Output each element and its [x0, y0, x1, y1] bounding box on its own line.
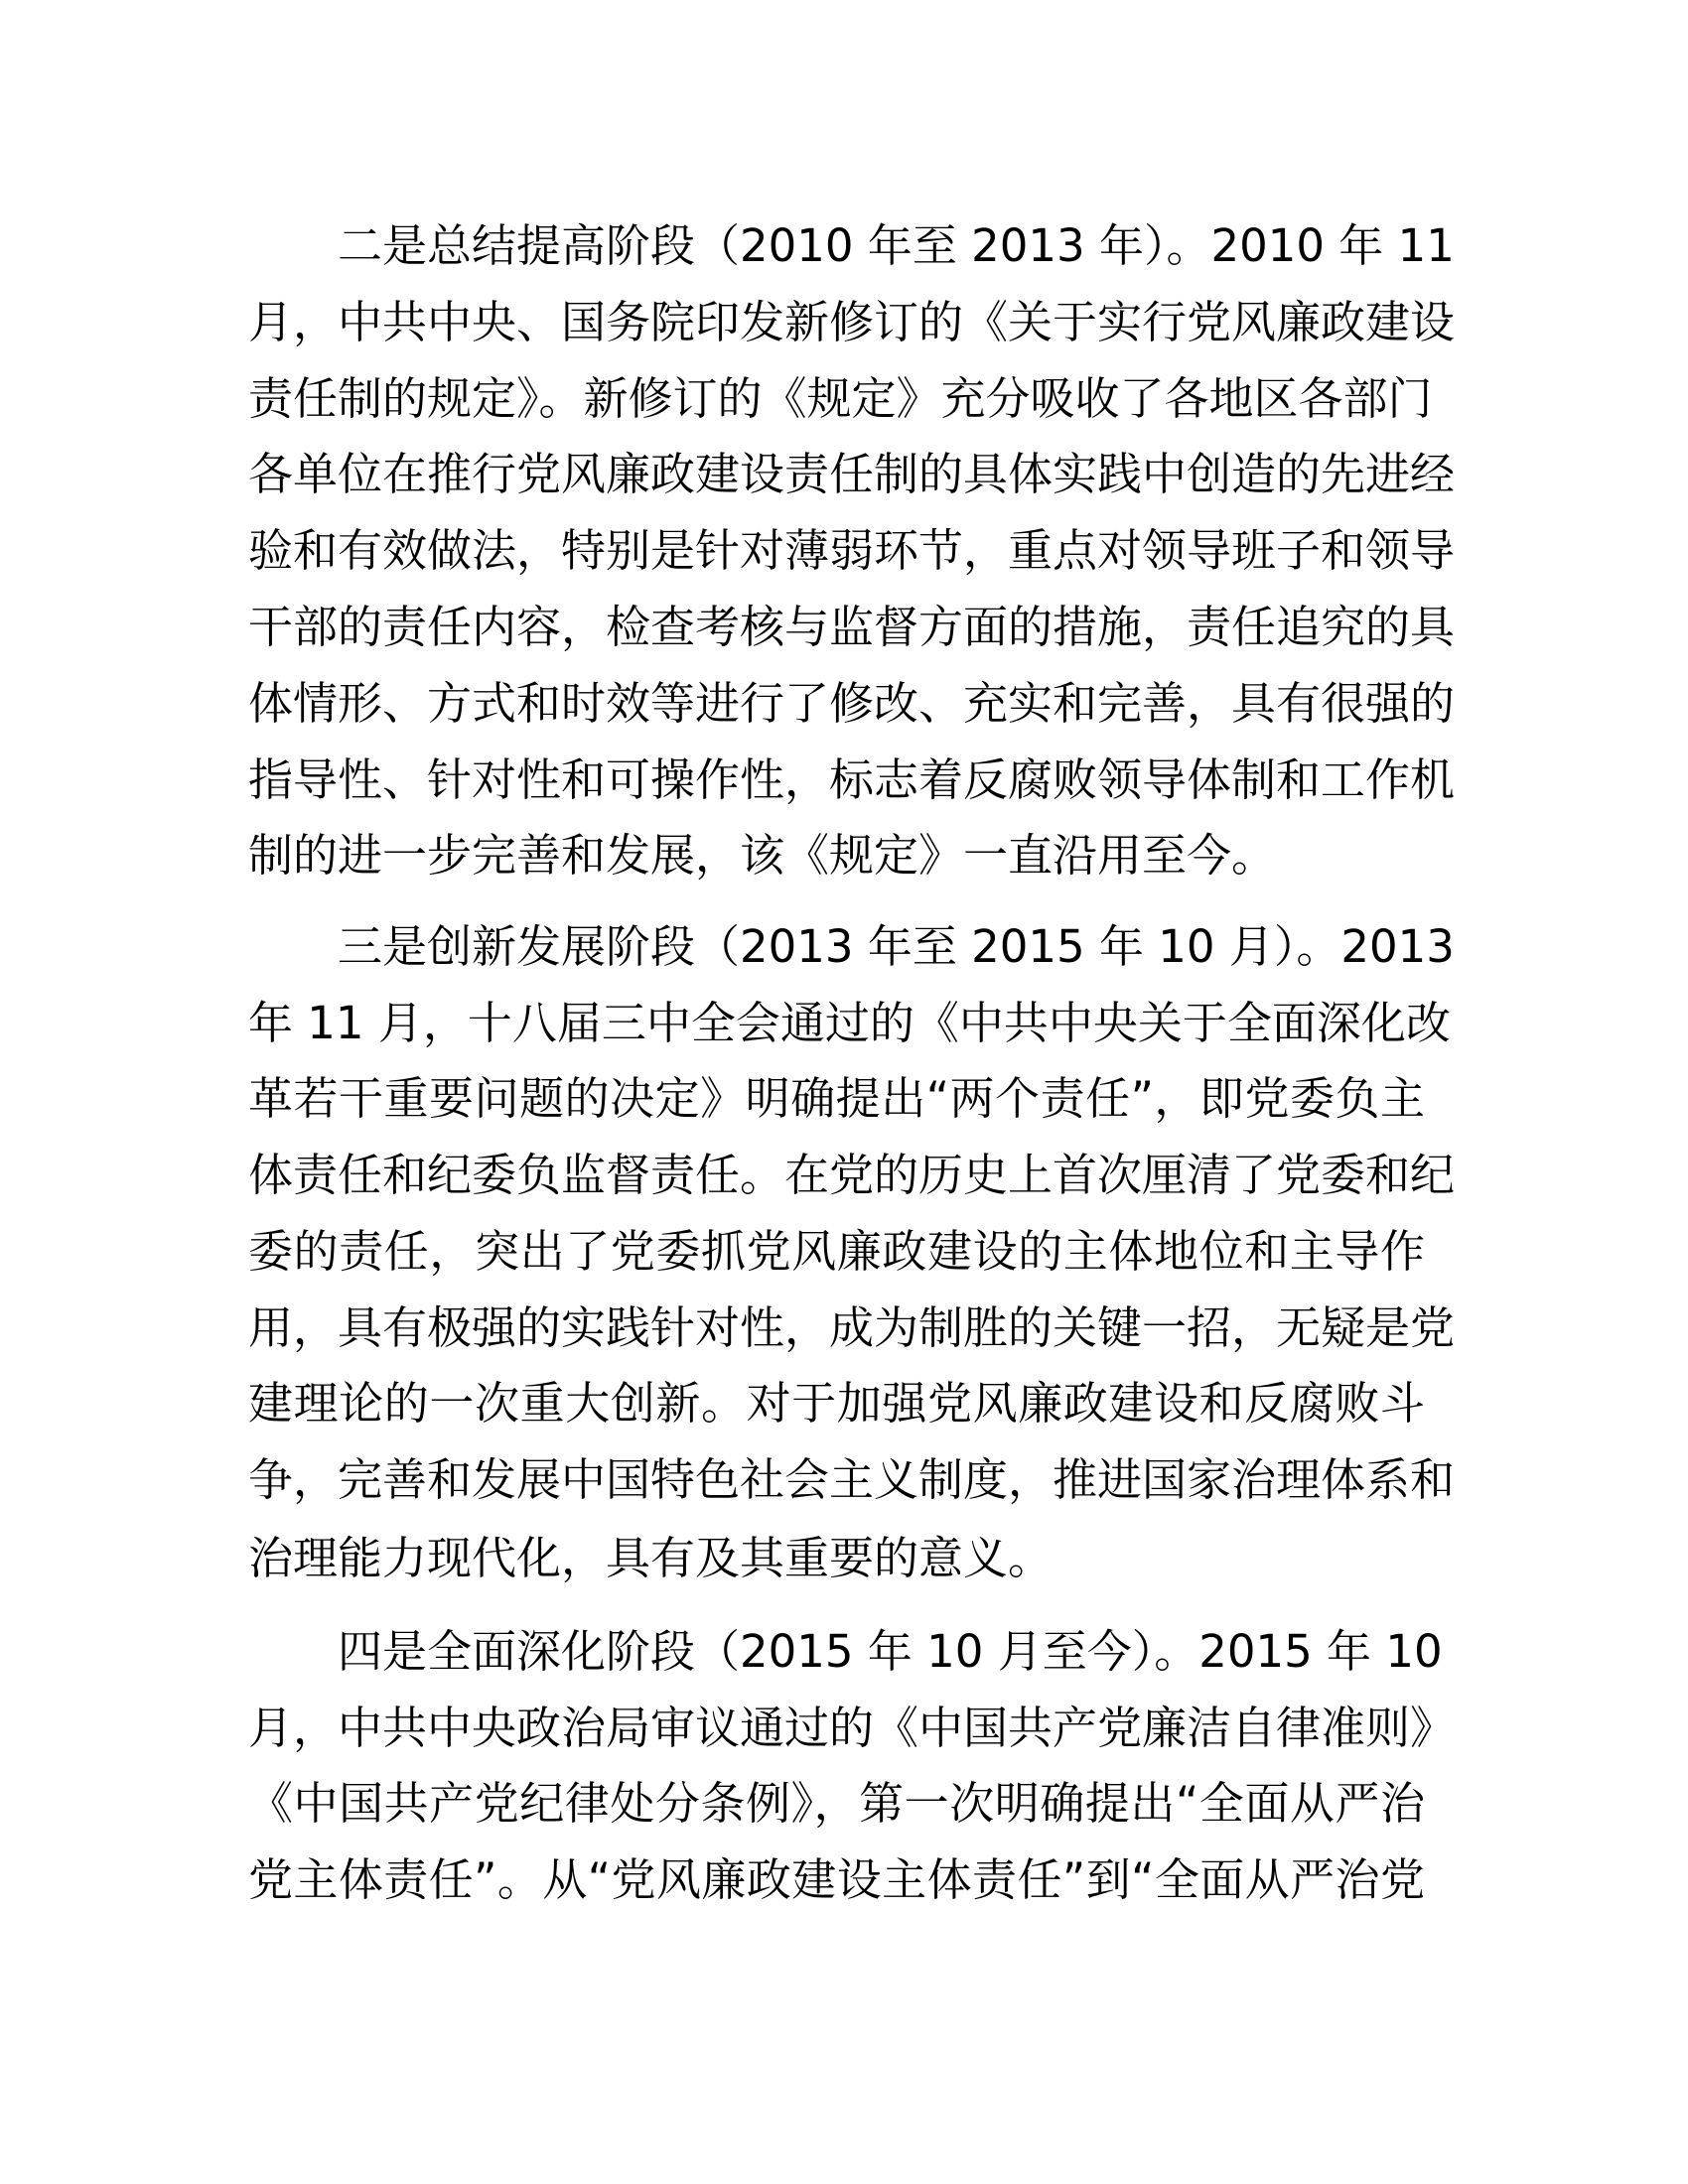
- text-line: 治理能力现代化，具有及其重要的意义。: [248, 1532, 1054, 1584]
- text-line: 三是创新发展阶段（2013 年至 2015 年 10 月）。2013: [338, 920, 1455, 973]
- text-line: 干部的责任内容，检查考核与监督方面的措施，责任追究的具: [248, 601, 1456, 653]
- text-line: 指导性、针对性和可操作性，标志着反腐败领导体制和工作机: [248, 753, 1456, 806]
- text-line: 委的责任，突出了党委抓党风廉政建设的主体地位和主导作: [248, 1225, 1425, 1278]
- text-line: 《中国共产党纪律处分条例》，第一次明确提出“全面从严治: [248, 1777, 1425, 1830]
- text-line: 体情形、方式和时效等进行了修改、充实和完善，具有很强的: [248, 677, 1456, 730]
- text-line: 月，中共中央政治局审议通过的《中国共产党廉洁自律准则》: [248, 1702, 1456, 1754]
- text-line: 验和有效做法，特别是针对薄弱环节，重点对领导班子和领导: [248, 524, 1456, 577]
- text-line: 各单位在推行党风廉政建设责任制的具体实践中创造的先进经: [248, 448, 1456, 500]
- text-line: 年 11 月，十八届三中全会通过的《中共中央关于全面深化改: [248, 997, 1451, 1049]
- text-line: 用，具有极强的实践针对性，成为制胜的关键一招，无疑是党: [248, 1301, 1456, 1354]
- text-line: 四是全面深化阶段（2015 年 10 月至今）。2015 年 10: [338, 1625, 1443, 1678]
- text-line: 革若干重要问题的决定》明确提出“两个责任”，即党委负主: [248, 1072, 1425, 1125]
- text-line: 二是总结提高阶段（2010 年至 2013 年）。2010 年 11: [338, 219, 1455, 272]
- text-line: 月，中共中央、国务院印发新修订的《关于实行党风廉政建设: [248, 296, 1456, 348]
- text-line: 责任制的规定》。新修订的《规定》充分吸收了各地区各部门: [248, 372, 1433, 425]
- text-line: 制的进一步完善和发展，该《规定》一直沿用至今。: [248, 829, 1277, 882]
- text-line: 争，完善和发展中国特色社会主义制度，推进国家治理体系和: [248, 1453, 1456, 1506]
- text-line: 体责任和纪委负监督责任。在党的历史上首次厘清了党委和纪: [248, 1149, 1456, 1201]
- text-line: 党主体责任”。从“党风廉政建设主体责任”到“全面从严治党: [248, 1853, 1425, 1906]
- text-line: 建理论的一次重大创新。对于加强党风廉政建设和反腐败斗: [248, 1377, 1425, 1430]
